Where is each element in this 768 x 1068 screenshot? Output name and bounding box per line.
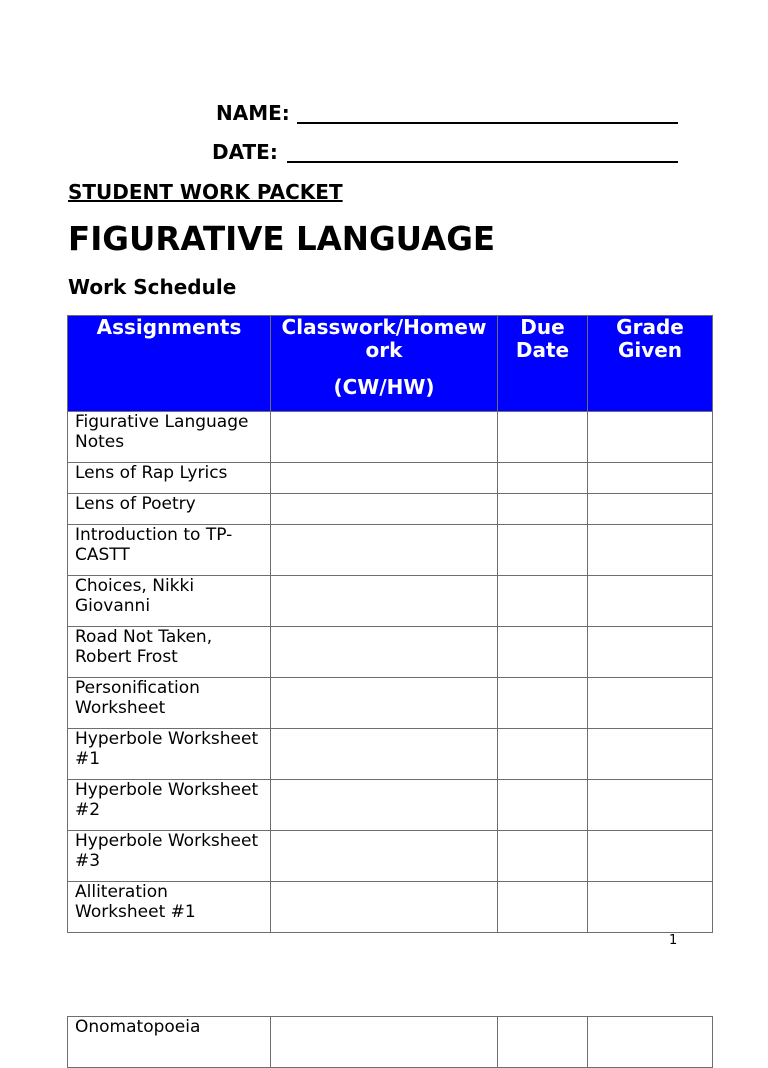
date-field-label: DATE: — [212, 140, 278, 164]
next-page-table — [67, 1016, 713, 1037]
name-blank-line — [297, 122, 678, 124]
column-header-label: Due Date — [515, 315, 570, 362]
packet-label: STUDENT WORK PACKET — [68, 180, 343, 204]
due-date-cell — [498, 494, 588, 525]
date-blank-line — [287, 161, 678, 163]
column-header-classwork — [271, 316, 498, 412]
assignment-cell: Personification Worksheet — [68, 678, 271, 729]
due-date-cell — [498, 1017, 588, 1068]
classwork-cell — [271, 729, 498, 780]
schedule-table — [67, 315, 713, 933]
section-heading: Work Schedule — [68, 275, 237, 299]
assignment-cell: Introduction to TP-CASTT — [68, 525, 271, 576]
assignment-cell: Hyperbole Worksheet #2 — [68, 780, 271, 831]
table-row — [68, 831, 713, 882]
column-header-grade — [588, 316, 713, 412]
classwork-cell — [271, 831, 498, 882]
classwork-cell — [271, 627, 498, 678]
due-date-cell — [498, 412, 588, 463]
grade-cell — [588, 780, 713, 831]
due-date-cell — [498, 627, 588, 678]
table-row — [68, 729, 713, 780]
due-date-cell — [498, 678, 588, 729]
due-date-cell — [498, 576, 588, 627]
due-date-cell — [498, 780, 588, 831]
assignment-cell: Road Not Taken, Robert Frost — [68, 627, 271, 678]
table-row — [68, 627, 713, 678]
classwork-subtitle: (CW/HW) — [333, 375, 435, 399]
due-date-cell — [498, 729, 588, 780]
grade-cell — [588, 412, 713, 463]
grade-cell — [588, 831, 713, 882]
table-row — [68, 463, 713, 494]
grade-cell — [588, 882, 713, 933]
name-field-label: NAME: — [216, 101, 290, 125]
table-row — [68, 882, 713, 933]
assignment-cell: Hyperbole Worksheet #3 — [68, 831, 271, 882]
table-row — [68, 494, 713, 525]
assignment-cell: Alliteration Worksheet #1 — [68, 882, 271, 933]
table-row — [68, 1017, 713, 1068]
table-row — [68, 525, 713, 576]
assignment-cell: Choices, Nikki Giovanni — [68, 576, 271, 627]
classwork-cell — [271, 576, 498, 627]
grade-cell — [588, 729, 713, 780]
classwork-cell — [271, 780, 498, 831]
due-date-cell — [498, 831, 588, 882]
page-number: 1 — [669, 933, 678, 948]
due-date-cell — [498, 882, 588, 933]
due-date-cell — [498, 525, 588, 576]
classwork-cell — [271, 463, 498, 494]
column-header-due-date — [498, 316, 588, 412]
classwork-cell — [271, 678, 498, 729]
grade-cell — [588, 678, 713, 729]
grade-cell — [588, 463, 713, 494]
table-header-row — [68, 316, 713, 412]
table-row — [68, 412, 713, 463]
classwork-cell — [271, 882, 498, 933]
assignment-cell: Lens of Poetry — [68, 494, 271, 525]
assignment-cell: Onomatopoeia — [68, 1017, 271, 1068]
column-header-label: Grade Given — [616, 315, 684, 362]
grade-cell — [588, 576, 713, 627]
classwork-cell — [271, 525, 498, 576]
assignment-cell: Hyperbole Worksheet #1 — [68, 729, 271, 780]
classwork-cell — [271, 1017, 498, 1068]
classwork-cell — [271, 412, 498, 463]
grade-cell — [588, 525, 713, 576]
grade-cell — [588, 1017, 713, 1068]
due-date-cell — [498, 463, 588, 494]
schedule-table-continued — [67, 1016, 713, 1068]
grade-cell — [588, 627, 713, 678]
assignment-cell: Figurative Language Notes — [68, 412, 271, 463]
column-header-label: Assignments — [96, 315, 242, 339]
assignment-cell: Lens of Rap Lyrics — [68, 463, 271, 494]
table-row — [68, 780, 713, 831]
classwork-cell — [271, 494, 498, 525]
column-header-assignments — [68, 316, 271, 412]
page-title: FIGURATIVE LANGUAGE — [68, 220, 496, 258]
grade-cell — [588, 494, 713, 525]
table-row — [68, 576, 713, 627]
column-header-label: Classwork/Homework — [281, 315, 487, 362]
table-row — [68, 678, 713, 729]
